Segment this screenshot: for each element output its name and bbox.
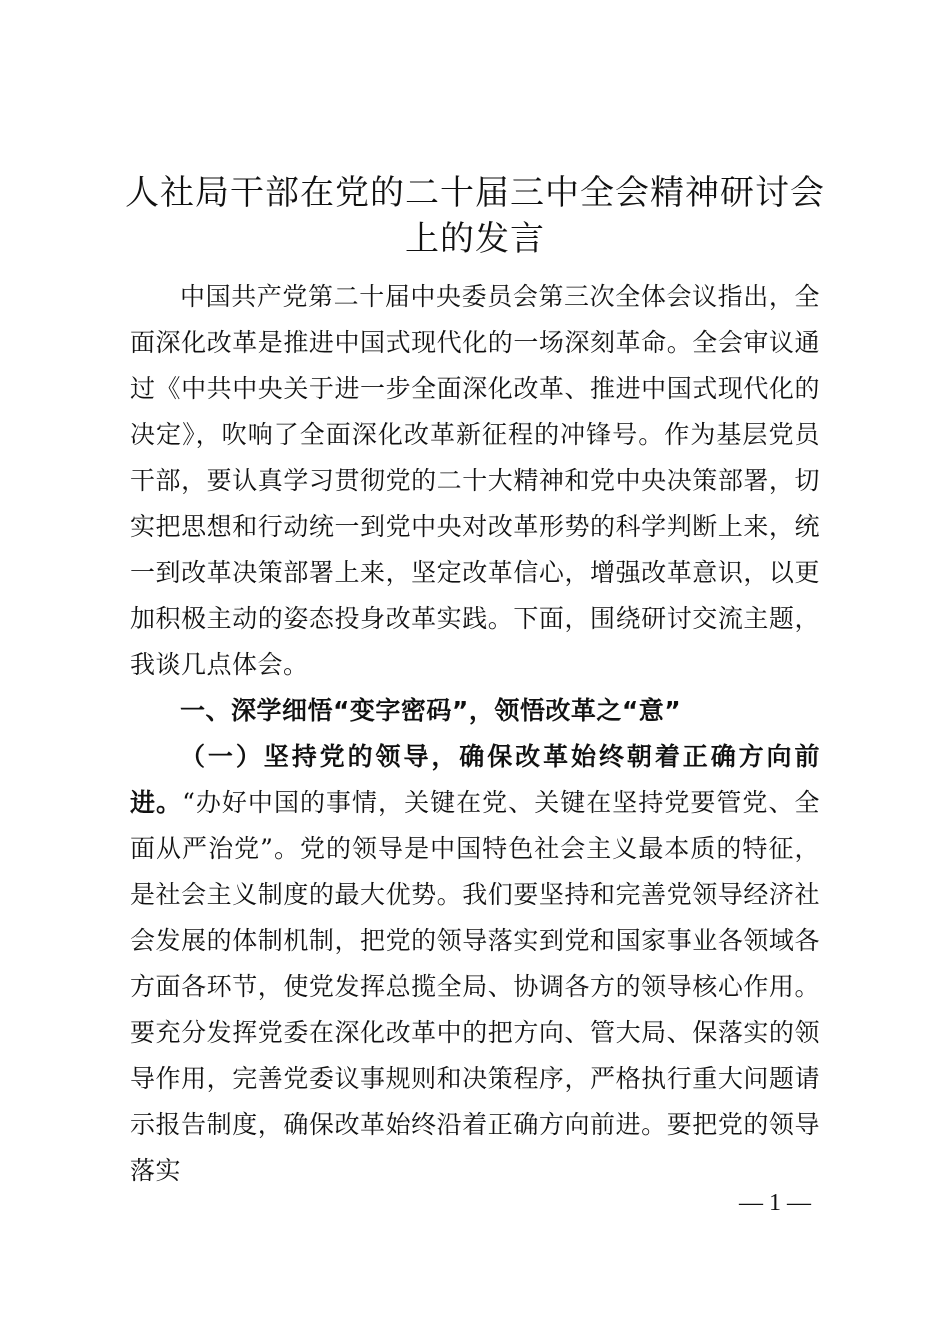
intro-paragraph: 中国共产党第二十届中央委员会第三次全体会议指出，全面深化改革是推进中国式现代化的一场深刻革命。全会审议通过《中共中央关于进一步全面深化改革、推进中国式现代化的决定》，吹响了全面深化改革新征程的冲锋号。作为基层党员干部，要认真学习贯彻党的二十大精神和党中央决策部署，切实把思想和行动统一到党中央对改革形势的科学判断上来，统一到改革决策部署上来，坚定改革信心，增强改革意识，以更加积极主动的姿态投身改革实践。下面，围绕研讨交流主题，我谈几点体会。 [130, 282, 820, 679]
subsection-1-heading: （一）坚持党的领导，确保改革始终朝着正确方向前进。 [130, 742, 820, 817]
page-number: — 1 — [739, 1190, 811, 1216]
subsection-1-body: “办好中国的事情，关键在党、关键在坚持党要管党、全面从严治党”。党的领导是中国特色社会主义最本质的特征，是社会主义制度的最大优势。我们要坚持和完善党领导经济社会发展的体制机制，把党的领导落实到党和国家事业各领域各方面各环节，使党发挥总揽全局、协调各方的领导核心作用。要充分发挥党委在深化改革中的把方向、管大局、保落实的领导作用，完善党委议事规则和决策程序，严格执行重大问题请示报告制度，确保改革始终沿着正确方向前进。要把党的领导落实 [130, 788, 820, 1185]
document-title [110, 170, 840, 262]
title-line-2: 上的发言 [405, 219, 545, 259]
subsection-1-paragraph [130, 734, 820, 1194]
section-1-heading: 一、深学细悟“变字密码”，领悟改革之“意” [180, 696, 682, 725]
title-line-1: 人社局干部在党的二十届三中全会精神研讨会 [125, 173, 825, 213]
document-body [130, 274, 820, 1194]
